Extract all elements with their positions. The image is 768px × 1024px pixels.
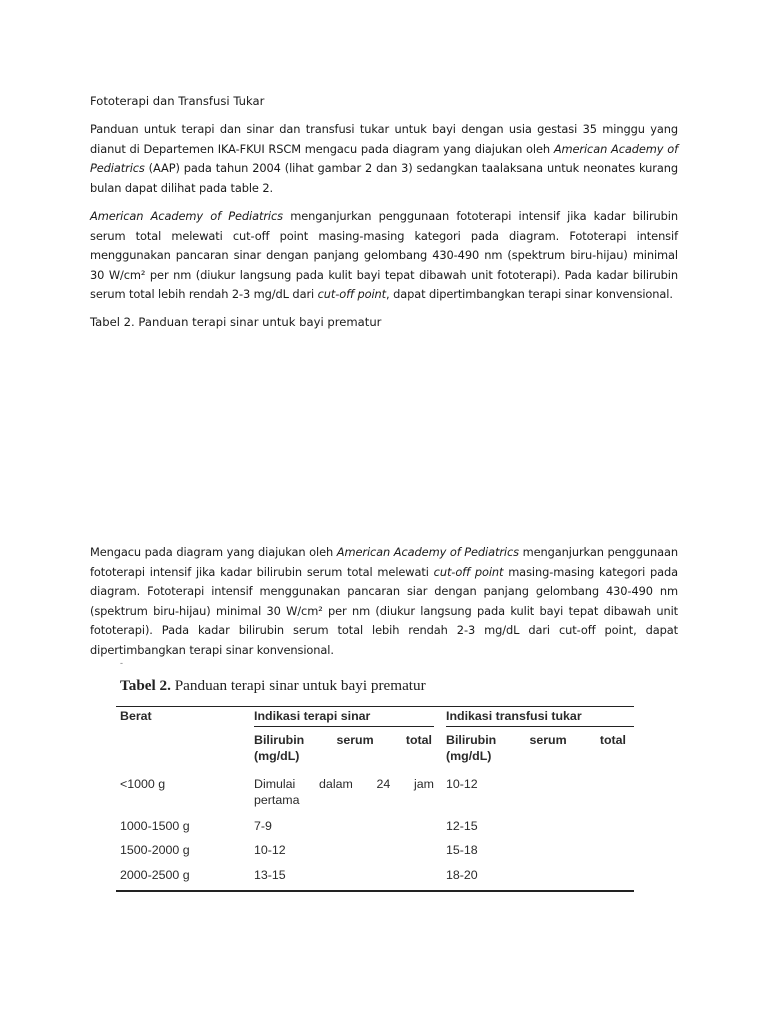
para2-text-a: menganjurkan penggunaan fototerapi intensif jika kadar bilirubin serum total melewati cut-off point masing-masing kategori pada diagram. Fototerapi intensif menggunakan pancaran sinar dengan panjang gelombang 430-490 nm (spektrum biru-hijau) minimal 30 W/cm² per nm (diukur langsung pada kulit bayi tepat dibawah unit fototerapi). Pada kadar bilirubin serum total lebih rendah 2-3 mg/dL dari xyxy=(90,209,678,302)
row-sinar: Dimulai dalam 24 jam xyxy=(254,777,434,791)
figure-mark: - xyxy=(120,658,123,668)
row-sinar-line2: pertama xyxy=(254,793,300,807)
para1-text-b: (AAP) pada tahun 2004 (lihat gambar 2 dan 3) sedangkan taalaksana untuk neonates kurang bulan dapat dilihat pada table 2. xyxy=(90,161,678,195)
subheader-sinar: Bilirubin serum total xyxy=(254,733,432,747)
header-transfusi-tukar: Indikasi transfusi tukar xyxy=(446,709,582,723)
row-berat: 1000-1500 g xyxy=(120,819,190,833)
header-berat: Berat xyxy=(120,709,152,723)
para3-em2: cut-off point xyxy=(433,564,504,579)
row-sinar: 7-9 xyxy=(254,819,272,833)
paragraph-1 xyxy=(90,120,678,198)
para3-em1: American Academy of Pediatrics xyxy=(336,545,519,559)
header-underline-tukar xyxy=(446,726,634,727)
bottom-rule xyxy=(116,890,634,892)
subheader-sinar-unit: (mg/dL) xyxy=(254,749,300,763)
para3-text-b: menganjurkan penggunaan fototerapi intensif jika kadar bilirubin serum total melewati xyxy=(90,545,678,579)
para3-text-c: masing-masing kategori pada diagram. Fototerapi intensif menggunakan pancaran siar dengan panjang gelombang 430-490 nm (spektrum biru-hijau) minimal 30 W/cm² per nm (diukur langsung pada kulit bayi tepat dibawah unit fototerapi). Pada kadar bilirubin serum total lebih rendah 2-3 mg/dL dari cut-off point, dapat dipertimbangkan terapi sinar konvensional. xyxy=(90,564,678,657)
figure-title-bold: Tabel 2. xyxy=(120,677,171,694)
row-sinar: 13-15 xyxy=(254,868,286,882)
para2-text-b: , dapat dipertimbangkan terapi sinar konvensional. xyxy=(386,287,673,302)
row-berat: 1500-2000 g xyxy=(120,843,190,857)
row-tukar: 18-20 xyxy=(446,868,478,882)
subheader-tukar: Bilirubin serum total xyxy=(446,733,626,747)
figure-title xyxy=(120,677,426,695)
subheader-tukar-unit: (mg/dL) xyxy=(446,749,492,763)
table-caption: Tabel 2. Panduan terapi sinar untuk bayi prematur xyxy=(90,315,382,329)
para1-em: American Academy of Pediatrics xyxy=(90,141,678,176)
para1-text-a: Panduan untuk terapi dan sinar dan transfusi tukar untuk bayi dengan usia gestasi 35 minggu yang dianut di Departemen IKA-FKUI RSCM mengacu pada diagram yang diajukan oleh xyxy=(90,122,678,156)
row-berat: <1000 g xyxy=(120,777,166,791)
table-figure-image xyxy=(112,658,638,900)
header-terapi-sinar: Indikasi terapi sinar xyxy=(254,709,371,723)
para2-em2: cut-off point xyxy=(317,287,387,302)
row-tukar: 15-18 xyxy=(446,843,478,857)
row-sinar: 10-12 xyxy=(254,843,286,857)
row-tukar: 12-15 xyxy=(446,819,478,833)
para2-em1: American Academy of Pediatrics xyxy=(90,209,283,223)
paragraph-3 xyxy=(90,543,678,661)
paragraph-2 xyxy=(90,207,678,305)
section-heading: Fototerapi dan Transfusi Tukar xyxy=(90,94,265,108)
header-underline-sinar xyxy=(254,726,434,727)
figure-title-rest: Panduan terapi sinar untuk bayi prematur xyxy=(170,677,426,694)
row-tukar: 10-12 xyxy=(446,777,478,791)
row-berat: 2000-2500 g xyxy=(120,868,190,882)
para3-text-a: Mengacu pada diagram yang diajukan oleh xyxy=(90,545,337,559)
